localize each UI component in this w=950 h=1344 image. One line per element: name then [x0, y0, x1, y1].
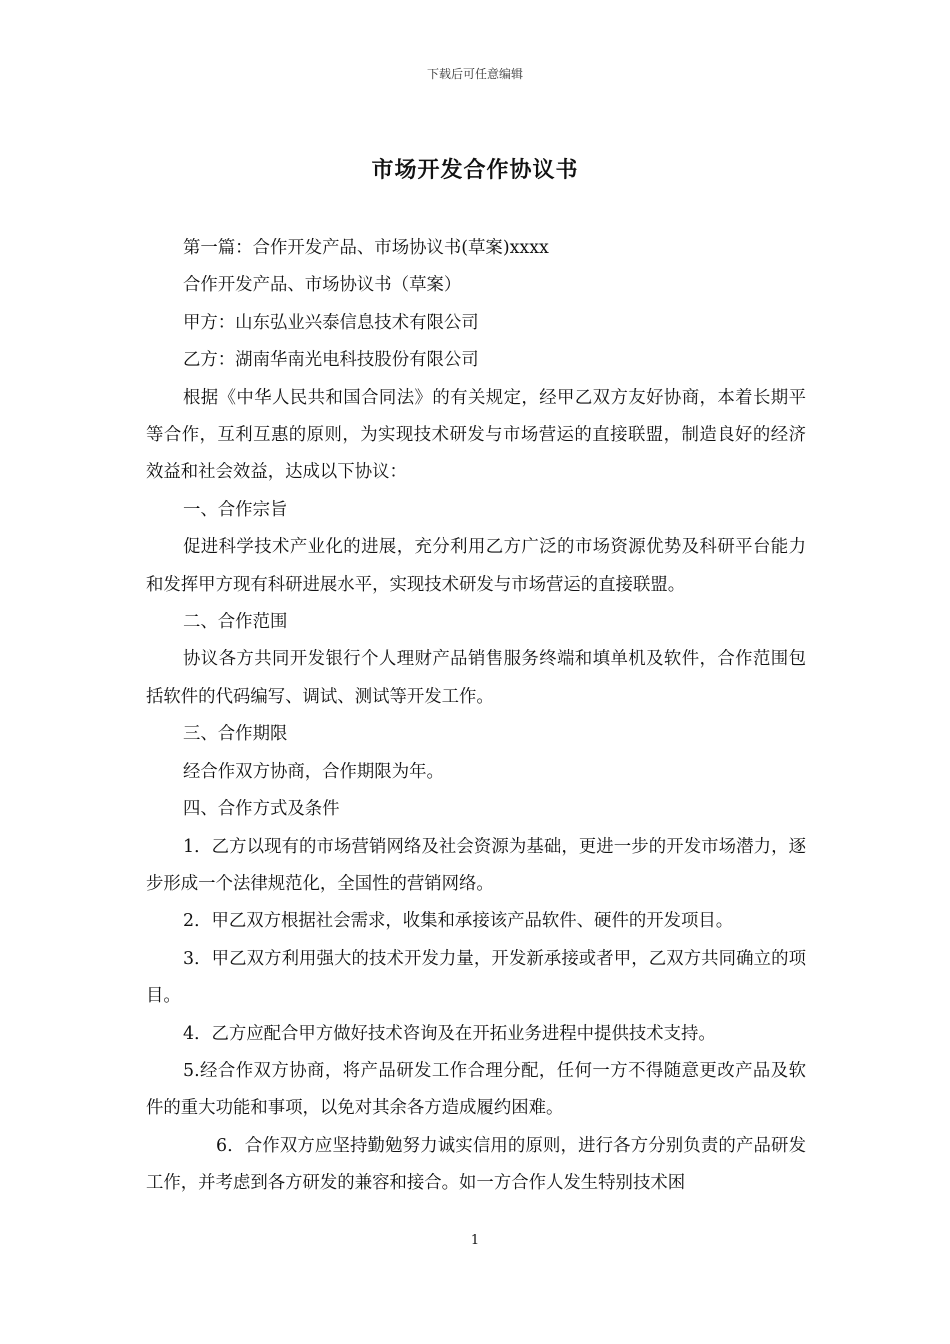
page-header-note: 下载后可任意编辑	[426, 67, 523, 81]
paragraph-party-b: 乙方：湖南华南光电科技股份有限公司	[183, 350, 479, 371]
paragraph-term: 经合作双方协商，合作期限为年。	[183, 761, 444, 782]
clause-4: 4．乙方应配合甲方做好技术咨询及在开拓业务进程中提供技术支持。	[183, 1023, 716, 1044]
page-number: 1	[470, 1233, 480, 1248]
paragraph-scope: 协议各方共同开发银行个人理财产品销售服务终端和填单机及软件，合作范围包括软件的代码编写、调试、测试等开发工作。	[146, 649, 806, 707]
paragraph-agreement-name: 合作开发产品、市场协议书（草案）	[183, 275, 462, 296]
document-body	[146, 230, 806, 1203]
section-heading-methods: 四、合作方式及条件	[183, 799, 340, 820]
clause-6: 6．合作双方应坚持勤勉努力诚实信用的原则，进行各方分别负责的产品研发工作，并考虑到各方研发的兼容和接合。如一方合作人发生特别技术困	[146, 1135, 806, 1194]
document-title: 市场开发合作协议书	[371, 158, 579, 183]
paragraph-party-a: 甲方：山东弘业兴泰信息技术有限公司	[183, 312, 479, 333]
section-heading-purpose: 一、合作宗旨	[183, 499, 288, 520]
paragraph-part-one-heading: 第一篇：合作开发产品、市场协议书(草案)xxxx	[183, 238, 549, 258]
paragraph-purpose: 促进科学技术产业化的进展，充分利用乙方广泛的市场资源优势及科研平台能力和发挥甲方现有科研进展水平，实现技术研发与市场营运的直接联盟。	[146, 537, 806, 595]
paragraph-preamble: 根据《中华人民共和国合同法》的有关规定，经甲乙双方友好协商，本着长期平等合作，互利互惠的原则，为实现技术研发与市场营运的直接联盟，制造良好的经济效益和社会效益，达成以下协议：	[146, 387, 806, 483]
clause-1: 1．乙方以现有的市场营销网络及社会资源为基础，更进一步的开发市场潜力，逐步形成一个法律规范化，全国性的营销网络。	[146, 836, 806, 894]
section-heading-term: 三、合作期限	[183, 724, 288, 745]
clause-2: 2．甲乙双方根据社会需求，收集和承接该产品软件、硬件的开发项目。	[183, 911, 734, 932]
clause-5: 5.经合作双方协商，将产品研发工作合理分配，任何一方不得随意更改产品及软件的重大功能和事项，以免对其余各方造成履约困难。	[146, 1060, 806, 1119]
clause-3: 3．甲乙双方利用强大的技术开发力量，开发新承接或者甲，乙双方共同确立的项目。	[146, 948, 806, 1007]
section-heading-scope: 二、合作范围	[183, 612, 288, 633]
